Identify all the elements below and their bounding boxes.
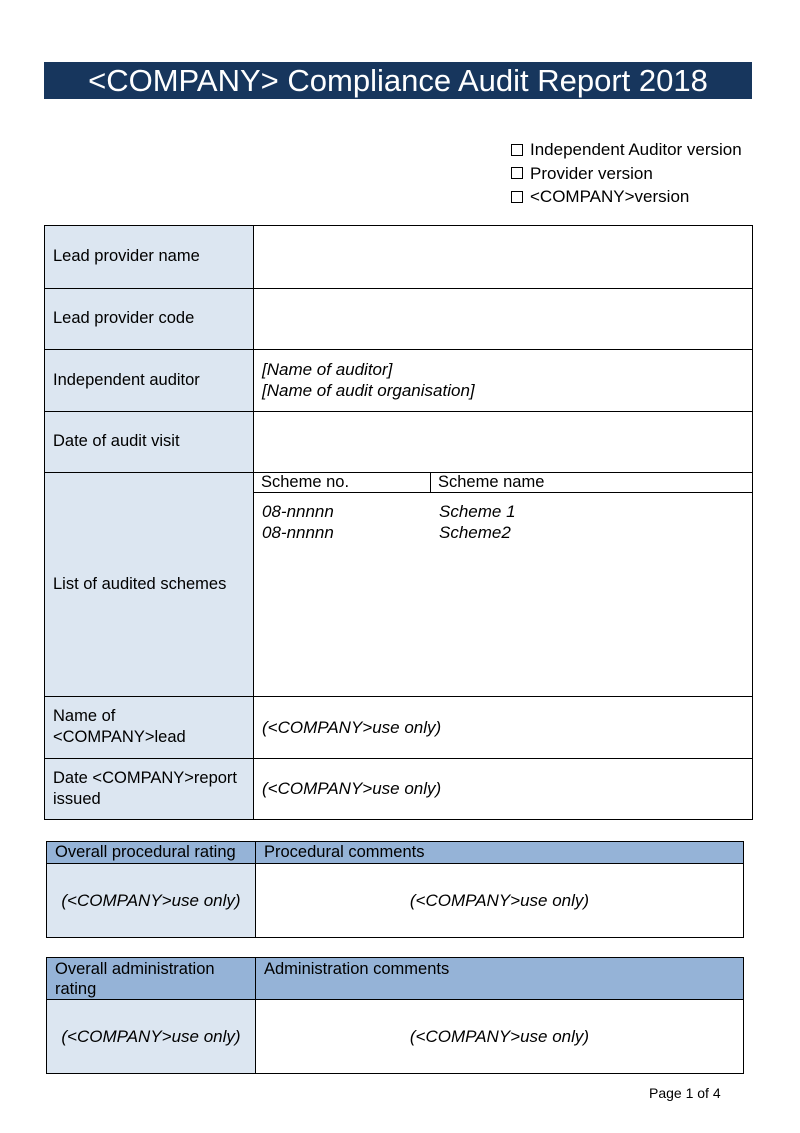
label-audited-schemes: List of audited schemes (45, 473, 254, 696)
field-date-of-audit-visit[interactable] (254, 412, 752, 473)
label-company-lead (45, 697, 254, 758)
version-option-provider[interactable] (511, 162, 742, 186)
checkbox-icon[interactable] (511, 144, 523, 156)
administration-header (47, 958, 743, 1000)
row-date-of-audit-visit (45, 411, 752, 473)
label-line: <COMPANY>lead (53, 728, 186, 747)
field-administration-rating[interactable]: (<COMPANY>use only) (47, 1000, 256, 1073)
header-scheme-name: Scheme name (438, 473, 545, 491)
page-number: Page 1 of 4 (649, 1085, 721, 1101)
row-lead-provider-name (45, 226, 752, 288)
field-procedural-comments[interactable]: (<COMPANY>use only) (409, 890, 590, 910)
version-label: Provider version (530, 163, 653, 183)
procedural-rating-table (46, 841, 744, 938)
label-lead-provider-name: Lead provider name (45, 226, 254, 288)
report-title: <COMPANY> Compliance Audit Report 2018 (44, 62, 752, 99)
audit-info-table (44, 225, 753, 820)
row-report-issued (45, 758, 752, 820)
label-report-issued (45, 759, 254, 820)
header-procedural-comments: Procedural comments (264, 843, 425, 861)
administration-body (47, 1000, 743, 1073)
label-independent-auditor: Independent auditor (45, 350, 254, 411)
scheme-no: 08-nnnnn (262, 502, 334, 521)
scheme-no: 08-nnnnn (262, 523, 334, 542)
row-lead-provider-code (45, 288, 752, 350)
schemes-list[interactable] (254, 493, 752, 543)
header-administration-comments: Administration comments (264, 960, 450, 978)
field-procedural-rating[interactable]: (<COMPANY>use only) (47, 864, 256, 937)
procedural-body (47, 864, 743, 937)
header-line: Overall administration (55, 959, 215, 978)
scheme-name: Scheme 1 (439, 502, 516, 521)
header-line: rating (55, 979, 97, 998)
checkbox-icon[interactable] (511, 191, 523, 203)
scheme-name: Scheme2 (439, 523, 511, 542)
header-procedural-rating: Overall procedural rating (47, 842, 256, 863)
field-company-lead[interactable]: (<COMPANY>use only) (262, 717, 442, 737)
schemes-table (254, 473, 752, 696)
version-label: <COMPANY>version (530, 187, 690, 206)
version-label: Independent Auditor version (530, 140, 742, 159)
label-date-of-audit-visit: Date of audit visit (45, 412, 254, 473)
schemes-header (254, 473, 752, 493)
auditor-name-placeholder: [Name of auditor] (262, 360, 393, 380)
field-administration-comments[interactable]: (<COMPANY>use only) (409, 1026, 590, 1046)
field-lead-provider-code[interactable] (254, 289, 752, 350)
field-report-issued[interactable]: (<COMPANY>use only) (262, 779, 442, 799)
row-independent-auditor (45, 349, 752, 411)
field-lead-provider-name[interactable] (254, 226, 752, 288)
administration-rating-table (46, 957, 744, 1074)
header-scheme-no: Scheme no. (254, 473, 431, 492)
field-independent-auditor[interactable] (254, 350, 752, 411)
label-lead-provider-code: Lead provider code (45, 289, 254, 350)
header-administration-rating (47, 958, 256, 999)
checkbox-icon[interactable] (511, 167, 523, 179)
version-option-company[interactable] (511, 185, 742, 209)
scheme-row (254, 522, 752, 543)
row-company-lead (45, 696, 752, 758)
label-line: Date <COMPANY>report (53, 768, 238, 787)
label-line: issued (53, 789, 101, 808)
auditor-organisation-placeholder: [Name of audit organisation] (262, 381, 475, 401)
label-line: Name of (53, 707, 116, 726)
row-audited-schemes (45, 472, 752, 696)
version-option-auditor[interactable] (511, 138, 742, 162)
scheme-row (254, 501, 752, 522)
procedural-header (47, 842, 743, 864)
version-options (511, 138, 742, 209)
